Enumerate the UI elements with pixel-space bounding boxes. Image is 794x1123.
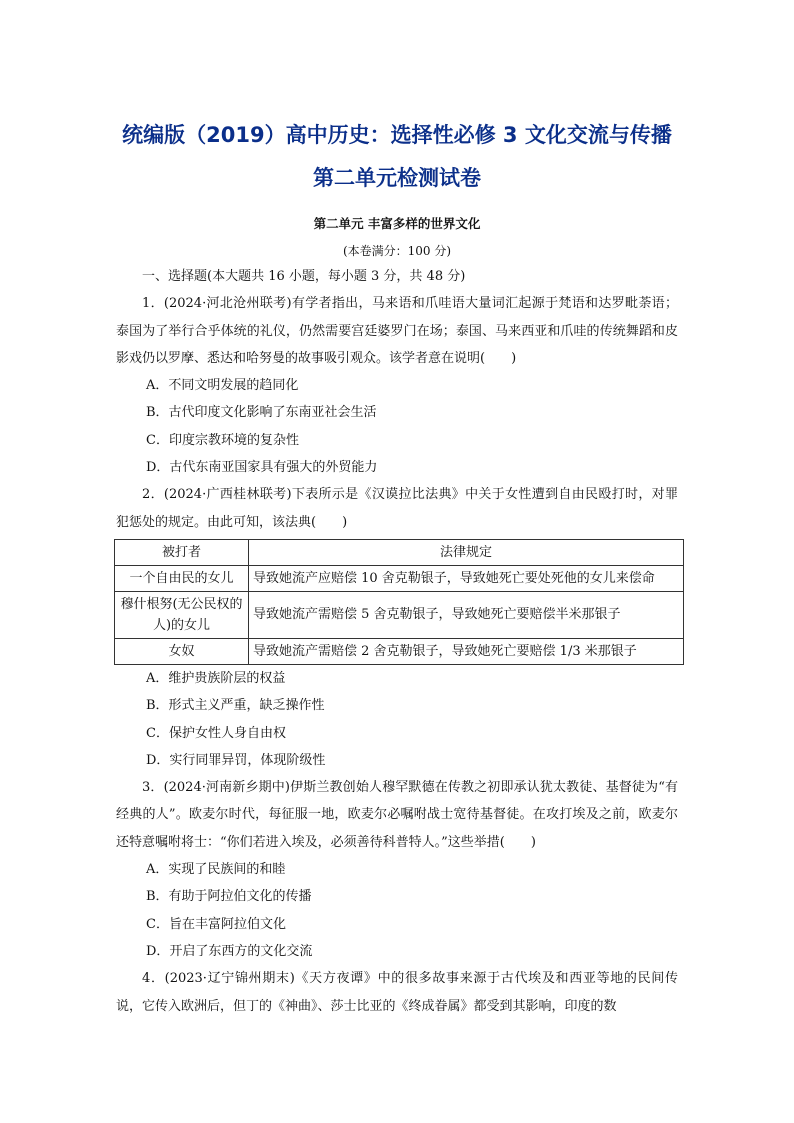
table-cell: 导致她流产需赔偿 2 舍克勒银子，导致她死亡要赔偿 1/3 米那银子 (249, 638, 684, 664)
exam-body (116, 263, 678, 1020)
table-cell: 导致她流产应赔偿 10 舍克勒银子，导致她死亡要处死他的女儿来偿命 (249, 565, 684, 591)
table-row (115, 565, 684, 591)
table-header: 法律规定 (249, 539, 684, 565)
exam-title: 统编版（2019）高中历史：选择性必修 3 文化交流与传播 (122, 123, 672, 147)
option-c: C．旨在丰富阿拉伯文化 (146, 916, 286, 932)
score-note: (本卷满分：100 分) (342, 244, 452, 258)
option-d: D．实行同罪异罚，体现阶级性 (146, 752, 326, 768)
option-a: A．实现了民族间的和睦 (146, 862, 286, 878)
table-header-row (115, 539, 684, 565)
exam-title-line2: 第二单元检测试卷 (313, 166, 481, 190)
question-stem: 2．(2024·广西桂林联考)下表所示是《汉谟拉比法典》中关于女性遭到自由民殴打时，对罪犯惩处的规定。由此可知，该法典( ) (116, 487, 678, 530)
question-stem: 3．(2024·河南新乡期中)伊斯兰教创始人穆罕默德在传教之初即承认犹太教徒、基督徒为“有经典的人”。欧麦尔时代，每征服一地，欧麦尔必嘱咐战士宽待基督徒。在攻打埃及之前，欧麦尔还特意嘱咐将士：“你们若进入埃及，必须善待科普特人。”这些举措( ) (116, 780, 678, 850)
option-b: B．有助于阿拉伯文化的传播 (146, 889, 312, 905)
unit-subtitle: 第二单元 丰富多样的世界文化 (313, 216, 481, 231)
table-row (115, 591, 684, 638)
table-cell: 导致她流产需赔偿 5 舍克勒银子，导致她死亡要赔偿半米那银子 (249, 591, 684, 638)
option-b: B．古代印度文化影响了东南亚社会生活 (146, 405, 377, 421)
question-stem: 4．(2023·辽宁锦州期末)《天方夜谭》中的很多故事来源于古代埃及和西亚等地的民间传说，它传入欧洲后，但丁的《神曲》、莎士比亚的《终成眷属》都受到其影响，印度的数 (116, 971, 678, 1014)
option-c: C．保护女性人身自由权 (146, 725, 286, 741)
table-cell: 穆什根努(无公民权的人)的女儿 (115, 591, 249, 638)
table-header: 被打者 (115, 539, 249, 565)
question-stem: 1．(2024·河北沧州联考)有学者指出，马来语和爪哇语大量词汇起源于梵语和达罗毗荼语；泰国为了举行合乎体统的礼仪，仍然需要宫廷婆罗门在场；泰国、马来西亚和爪哇的传统舞蹈和皮影戏仍以罗摩、悉达和哈努曼的故事吸引观众。该学者意在说明( ) (116, 296, 678, 366)
table-row (115, 638, 684, 664)
table-cell: 一个自由民的女儿 (115, 565, 249, 591)
option-a: A．不同文明发展的趋同化 (146, 378, 299, 394)
option-d: D．开启了东西方的文化交流 (146, 943, 313, 959)
option-a: A．维护贵族阶层的权益 (146, 670, 286, 686)
option-c: C．印度宗教环境的复杂性 (146, 432, 299, 448)
law-table (114, 539, 684, 665)
option-b: B．形式主义严重，缺乏操作性 (146, 698, 325, 714)
section-heading: 一、选择题(本大题共 16 小题，每小题 3 分，共 48 分) (142, 269, 466, 284)
option-d: D．古代东南亚国家具有强大的外贸能力 (146, 460, 378, 476)
table-cell: 女奴 (115, 638, 249, 664)
